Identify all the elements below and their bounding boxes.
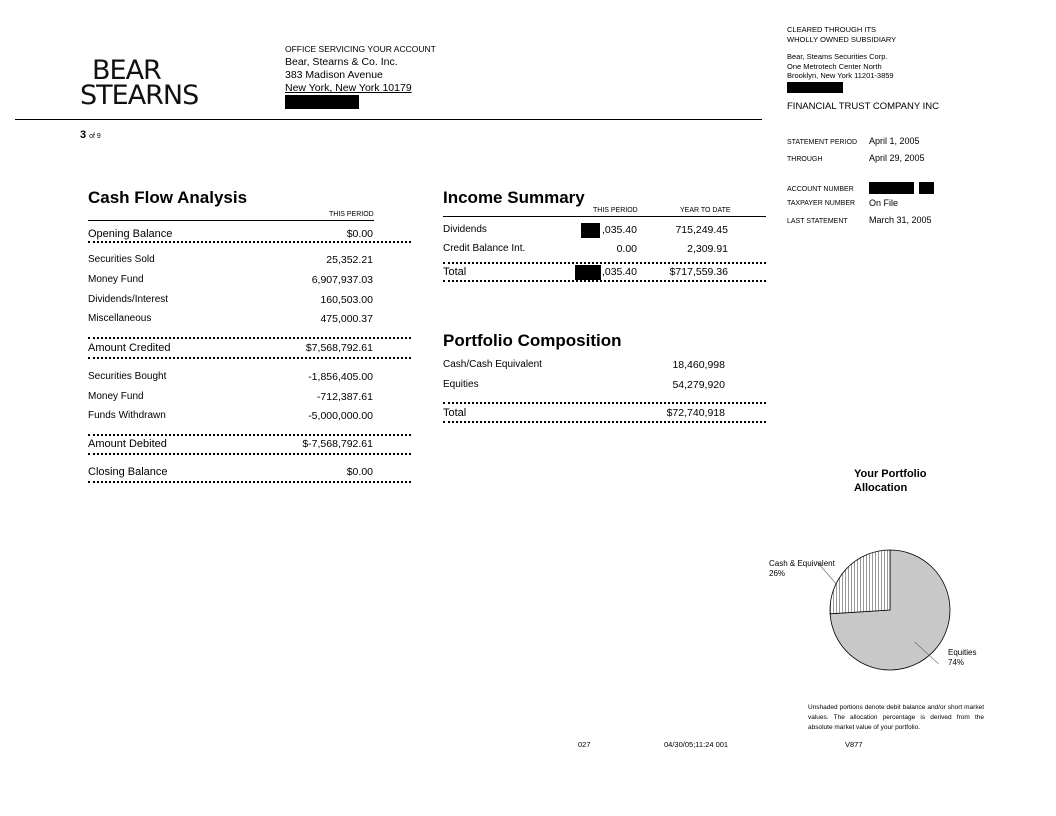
divider [88, 434, 411, 436]
taxpayer-number-label: TAXPAYER NUMBER [787, 200, 856, 207]
divider [443, 402, 766, 404]
debit-value: -1,856,405.00 [308, 371, 373, 383]
credit-label: Securities Sold [88, 254, 155, 265]
redaction-box [919, 182, 934, 194]
equities-label-pct: 74% [948, 658, 965, 667]
divider [443, 280, 766, 282]
allocation-footnote: Unshaded portions denote debit balance and/or short market values. The allocation percentage is derived from the absolute market value of your portfolio. [808, 704, 984, 731]
cash-flow-header-rule [88, 220, 374, 221]
account-number-redacted [869, 182, 934, 196]
credit-label: Money Fund [88, 274, 144, 285]
page-total: of 9 [89, 133, 101, 140]
allocation-title-line-1: Your Portfolio [854, 468, 927, 480]
cash-label-pct: 26% [769, 569, 786, 578]
clearing-line-1: CLEARED THROUGH ITS [787, 25, 877, 34]
debit-value: -5,000,000.00 [308, 410, 373, 422]
cash-flow-column-header: THIS PERIOD [329, 211, 374, 218]
income-summary-title: Income Summary [443, 188, 585, 207]
portfolio-composition-title: Portfolio Composition [443, 331, 622, 350]
portfolio-row-value: 54,279,920 [672, 379, 725, 391]
office-address-2: New York, New York 10179 [285, 82, 412, 94]
logo-line-1: BEAR [92, 55, 161, 86]
portfolio-row-label: Cash/Cash Equivalent [443, 359, 542, 370]
equities-label-text: Equities [948, 648, 977, 657]
divider [88, 337, 411, 339]
debit-label: Securities Bought [88, 371, 167, 382]
credit-value: 6,907,937.03 [311, 274, 373, 286]
income-header-rule [443, 216, 766, 217]
portfolio-row-label: Equities [443, 379, 479, 390]
cash-label-text: Cash & Equivalent [769, 559, 835, 568]
opening-balance-label: Opening Balance [88, 228, 173, 240]
amount-debited-value: $-7,568,792.61 [302, 438, 373, 450]
page-current: 3 [80, 129, 87, 141]
office-caption: OFFICE SERVICING YOUR ACCOUNT [285, 44, 436, 54]
allocation-title-line-2: Allocation [854, 482, 908, 494]
header-divider [15, 119, 762, 120]
income-total-label: Total [443, 266, 467, 278]
income-total-ytd: $717,559.36 [669, 266, 728, 278]
amount-credited-label: Amount Credited [88, 342, 171, 354]
divider [88, 453, 411, 455]
divider [88, 357, 411, 359]
logo-line-2: STEARNS [80, 80, 199, 111]
credit-value: 160,503.00 [320, 294, 373, 306]
footer-timestamp: 04/30/05;11:24 001 [664, 740, 729, 749]
clearing-name: Bear, Steams Securities Corp. [787, 52, 888, 61]
last-statement-value: March 31, 2005 [869, 215, 932, 225]
footer-code-1: 027 [578, 740, 591, 749]
clearing-block [787, 25, 896, 95]
amount-credited-value: $7,568,792.61 [305, 342, 373, 354]
opening-balance-value: $0.00 [346, 228, 373, 240]
office-name: Bear, Stearns & Co. Inc. [285, 56, 398, 68]
through-label: THROUGH [787, 156, 823, 163]
closing-balance-label: Closing Balance [88, 466, 168, 478]
income-row-ytd: 2,309.91 [687, 243, 728, 255]
divider [443, 262, 766, 264]
redaction-box [575, 265, 601, 280]
account-holder-name: FINANCIAL TRUST COMPANY INC [787, 101, 940, 112]
income-row-ytd: 715,249.45 [675, 224, 728, 236]
portfolio-row-value: 18,460,998 [672, 359, 725, 371]
account-number-label: ACCOUNT NUMBER [787, 186, 854, 193]
divider [88, 241, 411, 243]
income-row-period: ,035.40 [601, 224, 637, 236]
through-value: April 29, 2005 [869, 153, 925, 163]
pie-slice-cash [830, 550, 890, 614]
credit-label: Dividends/Interest [88, 294, 169, 305]
office-servicing-block [285, 43, 436, 113]
allocation-title [854, 467, 927, 495]
income-row-label: Dividends [443, 224, 487, 235]
redaction-box [787, 82, 843, 93]
redaction-box [285, 95, 359, 109]
office-address-1: 383 Madison Avenue [285, 69, 383, 81]
redaction-box [869, 182, 914, 194]
bear-stearns-logo [80, 55, 199, 111]
debit-value: -712,387.61 [316, 391, 373, 403]
income-total-period: ,035.40 [601, 266, 637, 278]
debit-label: Money Fund [88, 391, 144, 402]
cash-flow-title: Cash Flow Analysis [88, 188, 248, 207]
statement-period-label: STATEMENT PERIOD [787, 139, 858, 146]
taxpayer-number-value: On File [869, 198, 899, 208]
statement-period-value: April 1, 2005 [869, 136, 920, 146]
credit-value: 25,352.21 [326, 254, 373, 266]
portfolio-total-value: $72,740,918 [666, 407, 725, 419]
equities-slice-label [948, 648, 976, 668]
debit-label: Funds Withdrawn [88, 410, 166, 421]
closing-balance-value: $0.00 [346, 466, 373, 478]
clearing-address-1: One Metrotech Center North [787, 61, 882, 71]
income-col-ytd: YEAR TO DATE [680, 207, 731, 214]
footer-code-2: V877 [845, 740, 863, 749]
divider [88, 481, 411, 483]
clearing-line-2: WHOLLY OWNED SUBSIDIARY [787, 34, 897, 44]
last-statement-label: LAST STATEMENT [787, 218, 848, 225]
credit-label: Miscellaneous [88, 313, 152, 324]
divider [443, 421, 766, 423]
page-indicator [80, 129, 101, 141]
cash-slice-label [769, 559, 835, 579]
amount-debited-label: Amount Debited [88, 438, 167, 450]
credit-value: 475,000.37 [320, 313, 373, 325]
clearing-address-2: Brooklyn, New York 11201-3859 [787, 71, 894, 80]
redaction-box [581, 223, 600, 238]
portfolio-total-label: Total [443, 407, 467, 419]
income-col-this-period: THIS PERIOD [593, 207, 638, 214]
income-row-label: Credit Balance Int. [443, 243, 526, 254]
income-row-period: 0.00 [616, 243, 637, 255]
statement-info [787, 136, 987, 236]
